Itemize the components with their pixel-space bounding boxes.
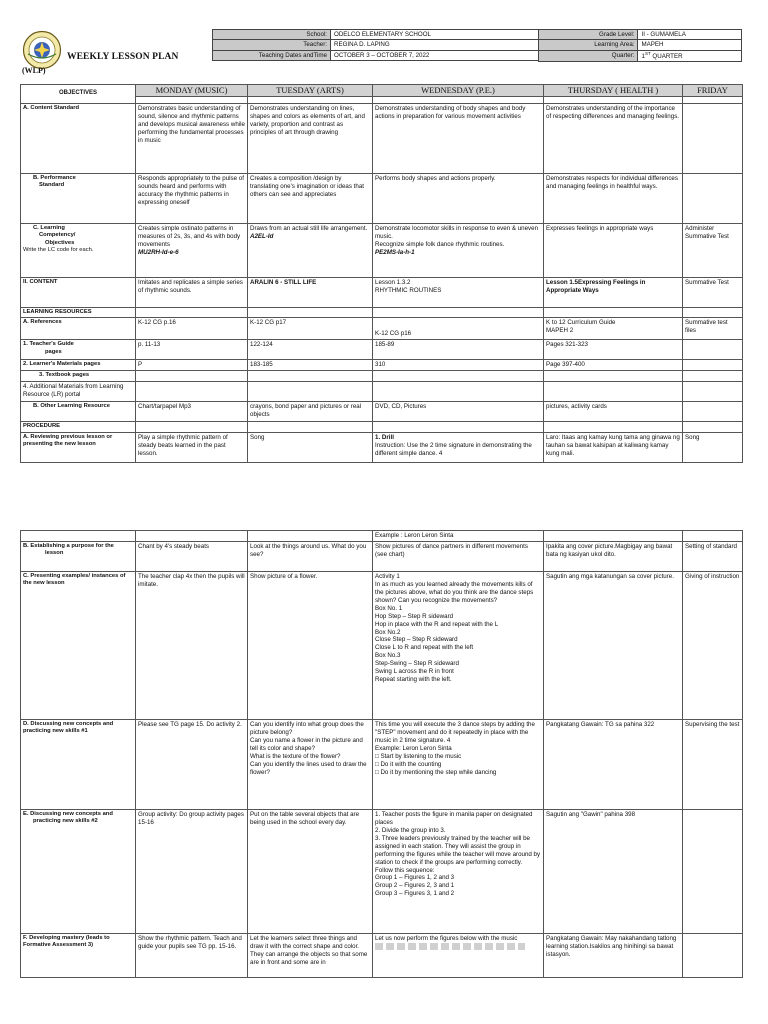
lesson-plan-header [20, 28, 742, 78]
cell: Demonstrates understanding of the importance of respecting differences and managing feelings. [544, 104, 683, 174]
references-label: A. References [21, 318, 136, 340]
cell: Sagutin ang mga katanungan sa cover picture. [544, 571, 683, 719]
school-info-table [212, 29, 551, 61]
cell: Group activity: Do group activity pages 15-16 [136, 809, 248, 933]
cell: crayons, bond paper and pictures or real objects [248, 402, 373, 422]
day-header-row [21, 85, 743, 97]
cell: Please see TG page 15. Do activity 2. [136, 719, 248, 809]
procedure-row [21, 422, 743, 432]
content-standard-row [21, 104, 743, 174]
cell: 185-89 [373, 340, 544, 360]
objectives-header: OBJECTIVES [21, 85, 136, 104]
cell: Summative Test [683, 278, 743, 308]
cell: Summative test files [683, 318, 743, 340]
cell: Supervising the test [683, 719, 743, 809]
cell: Lesson 1.3.2 RHYTHMIC ROUTINES [373, 278, 544, 308]
content-standard-label: A. Content Standard [21, 104, 136, 174]
cell: Activity 1 In as much as you learned already the movements kills of the pictures above, what do you think are the dance steps shown? Can you recognize the movements? Box No. 1 Hop Step – Step R sideward Hop in place with the R and repeat with the L Box No.2 Close Step – Step R sideward Close L to R and repeat with the left Box No.3 Step-Swing – Step R sideward Swing L across the R in front Repeat starting with the left. [373, 571, 544, 719]
tuesday-header: TUESDAY (ARTS) [248, 85, 373, 97]
learners-materials-label: 2. Learner's Materials pages [21, 360, 136, 371]
cell: K-12 CG p.16 [136, 318, 248, 340]
cell: Ipakita ang cover picture.Magbigay ang bawat bata ng kasiyan ukol dito. [544, 541, 683, 571]
cell: Song [683, 432, 743, 462]
cell: Giving of instruction [683, 571, 743, 719]
cell: Pangkatang Gawain: TG sa pahina 322 [544, 719, 683, 809]
procedure-label: PROCEDURE [21, 422, 136, 432]
lesson-table-page-1 [20, 84, 743, 463]
cell: Demonstrate locomotor skills in response to even & uneven music. Recognize simple folk dance rhythmic routines. PE2MS-Ia-h-1 [373, 224, 544, 278]
reviewing-row [21, 432, 743, 462]
quarter-label: Quarter: [539, 50, 638, 61]
dance-figures-image [375, 943, 525, 950]
discussing1-row [21, 719, 743, 809]
cell [683, 104, 743, 174]
cell: K to 12 Curriculum Guide MAPEH 2 [544, 318, 683, 340]
continuation-row [21, 531, 743, 542]
cell: Setting of standard [683, 541, 743, 571]
cell: Responds appropriately to the pulse of sounds heard and performs with accuracy the rhythmic patterns in expressing oneself [136, 174, 248, 224]
textbook-row [21, 371, 743, 382]
textbook-label: 3. Textbook pages [21, 371, 136, 382]
cell: Imitates and replicates a simple series of rhythmic sounds. [136, 278, 248, 308]
cell: Play a simple rhythmic pattern of steady beats learned in the past lesson. [136, 432, 248, 462]
cell: Let the learners select three things and draw it with the correct shape and color. They can arrange the objects so that some are in front and some are in [248, 933, 373, 977]
page-title: WEEKLY LESSON PLAN [67, 52, 179, 62]
cell: This time you will execute the 3 dance steps by adding the "STEP" movement and do it repeatedly in place with the music in 2 time signature. 4 Example: Leron Leron Sinta □ Start by listening to the music □ Do it with the counting □ Do it by mentioning the step while dancing [373, 719, 544, 809]
performance-standard-label: B. Performance Standard [21, 174, 136, 224]
additional-materials-label: 4. Additional Materials from Learning Resource (LR) portal [21, 382, 136, 402]
mastery-row [21, 933, 743, 977]
cell: 122-124 [248, 340, 373, 360]
learning-area-value: MAPEH [638, 40, 742, 50]
cell: DVD, CD, Pictures [373, 402, 544, 422]
cell: Chart/tarpapel Mp3 [136, 402, 248, 422]
cell: P [136, 360, 248, 371]
cell: Show picture of a flower. [248, 571, 373, 719]
cell: K-12 CG p17 [248, 318, 373, 340]
cell: Performs body shapes and actions properly. [373, 174, 544, 224]
school-label: School: [213, 30, 331, 40]
discussing2-label: E. Discussing new concepts and practicing new skills #2 [21, 809, 136, 933]
cell: Lesson 1.5Expressing Feelings in Appropriate Ways [544, 278, 683, 308]
presenting-label: C. Presenting examples/ instances of the new lesson [21, 571, 136, 719]
cell: Creates simple ostinato patterns in measures of 2s, 3s, and 4s with body movements MU2RH-Id-e-6 [136, 224, 248, 278]
learners-materials-row [21, 360, 743, 371]
dates-value: OCTOBER 3 – OCTOBER 7, 2022 [331, 50, 551, 60]
cell: Page 397-400 [544, 360, 683, 371]
school-value: ODELCO ELEMENTARY SCHOOL [331, 30, 551, 40]
cell [683, 402, 743, 422]
cell: Demonstrates understanding of body shapes and body actions in preparation for various movement activities [373, 104, 544, 174]
teachers-guide-label: 1. Teacher's Guide pages [21, 340, 136, 360]
cell: Look at the things around us. What do you see? [248, 541, 373, 571]
cell: 1. Teacher posts the figure in manila paper on designated places 2. Divide the group into 3. 3. Three leaders previously trained by the teacher will be assigned in each station. They will assist the group in performing the figures while the teacher will move around by station to check if the groups are performing correctly. Follow this sequence: Group 1 – Figures 1, 2 and 3 Group 2 – Figures 2, 3 and 1 Group 3 – Figures 3, 1 and 2 [373, 809, 544, 933]
cell: 183-185 [248, 360, 373, 371]
presenting-row [21, 571, 743, 719]
cell: Put on the table several objects that are being used in the school every day. [248, 809, 373, 933]
wednesday-header: WEDNESDAY (P.E.) [373, 85, 544, 97]
cell: Pangkatang Gawain: May nakahandang tatlong learning station.Isakilos ang hinihingi sa bawat istasyon. [544, 933, 683, 977]
learning-resources-row [21, 308, 743, 318]
discussing1-label: D. Discussing new concepts and practicing new skills #1 [21, 719, 136, 809]
teacher-label: Teacher: [213, 40, 331, 50]
content-label: II. CONTENT [21, 278, 136, 308]
content-row [21, 278, 743, 308]
dates-label: Teaching Dates andTime [213, 50, 331, 60]
competency-label: C. Learning Competency/ Objectives Write the LC code for each. [21, 224, 136, 278]
cell [683, 340, 743, 360]
additional-materials-row [21, 382, 743, 402]
friday-header: FRIDAY [683, 85, 743, 97]
cell: pictures, activity cards [544, 402, 683, 422]
other-resource-label: B. Other Learning Resource [21, 402, 136, 422]
wlp-abbrev: (WLP) [22, 66, 46, 75]
cell: Demonstrates understanding on lines, shapes and colors as elements of art, and variety, proportion and contrast as principles of art through drawing [248, 104, 373, 174]
reviewing-label: A. Reviewing previous lesson or presenting the new lesson [21, 432, 136, 462]
cell: Can you identify into what group does the picture belong? Can you name a flower in the picture and tell its color and shape? What is the texture of the flower? Can you identify the lines used to draw the flower? [248, 719, 373, 809]
cell [683, 360, 743, 371]
lesson-table-page-2 [20, 530, 743, 978]
cell: Show the rhythmic pattern. Teach and guide your pupils see TG pp. 15-16. [136, 933, 248, 977]
grade-level-value: II - GUMAMELA [638, 30, 742, 40]
cell: The teacher clap 4x then the pupils will imitate. [136, 571, 248, 719]
cell: Show pictures of dance partners in different movements (see chart) [373, 541, 544, 571]
other-resource-row [21, 402, 743, 422]
cell: Sagutin ang "Gawin" pahina 398 [544, 809, 683, 933]
cell [683, 933, 743, 977]
cell: p. 11-13 [136, 340, 248, 360]
purpose-label: B. Establishing a purpose for the lesson [21, 541, 136, 571]
cell: Demonstrates basic understanding of sound, silence and rhythmic patterns and develops musical awareness while performing the fundamental processes in music [136, 104, 248, 174]
cell: 310 [373, 360, 544, 371]
cell [683, 809, 743, 933]
cell: Chant by 4's steady beats [136, 541, 248, 571]
deped-seal-icon [22, 30, 62, 70]
cell: Example : Leron Leron Sinta [373, 531, 544, 542]
cell: Laro: Itaas ang kamay kung tama ang ginawa ng tauhan sa bawat kalsipan at kaliwang kamay kung mali. [544, 432, 683, 462]
cell: Draws from an actual still life arrangement. A2EL-Id [248, 224, 373, 278]
grade-level-label: Grade Level: [539, 30, 638, 40]
cell: Pages 321-323 [544, 340, 683, 360]
cell: ARALIN 6 - STILL LIFE [248, 278, 373, 308]
performance-standard-row [21, 174, 743, 224]
cell: Let us now perform the figures below with the music [373, 933, 544, 977]
references-row [21, 318, 743, 340]
thursday-header: THURSDAY ( HEALTH ) [544, 85, 683, 97]
monday-header: MONDAY (MUSIC) [136, 85, 248, 97]
cell: Expresses feelings in appropriate ways [544, 224, 683, 278]
cell: Administer Summative Test [683, 224, 743, 278]
cell: Demonstrates respects for individual differences and managing feelings in healthful ways. [544, 174, 683, 224]
cell [683, 174, 743, 224]
discussing2-row [21, 809, 743, 933]
class-info-table [538, 29, 742, 62]
competency-row [21, 224, 743, 278]
learning-area-label: Learning Area: [539, 40, 638, 50]
quarter-value: 1ST QUARTER [638, 50, 742, 61]
purpose-row [21, 541, 743, 571]
cell: Creates a composition /design by translating one's imagination or ideas that others can see and appreciates [248, 174, 373, 224]
cell: K-12 CG p16 [373, 318, 544, 340]
teachers-guide-row [21, 340, 743, 360]
cell: 1. Drill Instruction: Use the 2 time signature in demonstrating the different simple dance. 4 [373, 432, 544, 462]
teacher-value: REGINA D. LAPING [331, 40, 551, 50]
mastery-label: F. Developing mastery (leads to Formative Assessment 3) [21, 933, 136, 977]
cell: Song [248, 432, 373, 462]
learning-resources-label: LEARNING RESOURCES [21, 308, 136, 318]
